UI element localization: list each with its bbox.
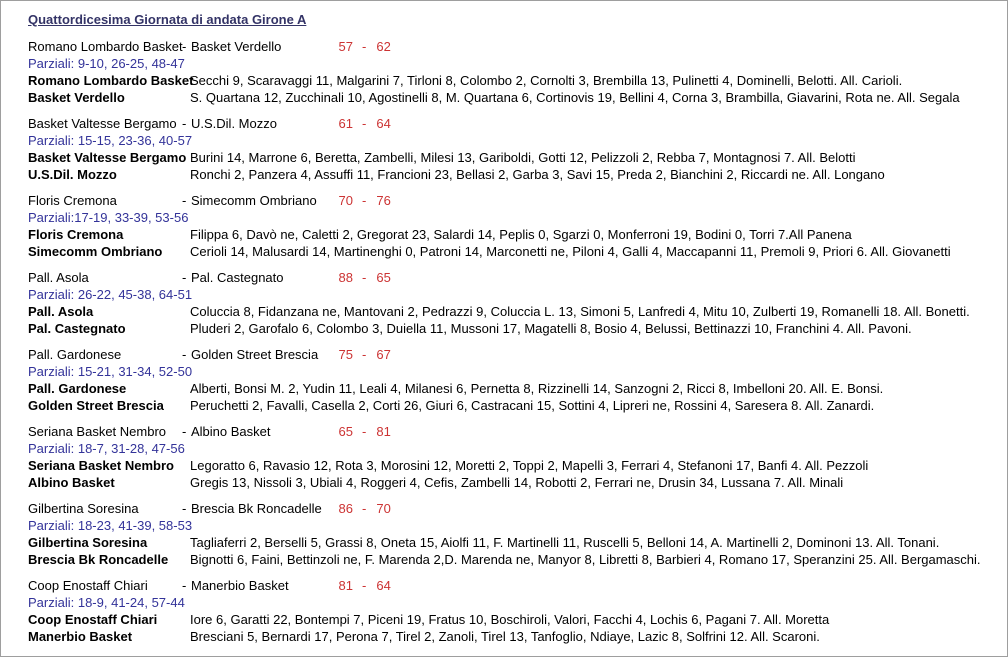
away-roster-team: Pal. Castegnato	[28, 321, 126, 336]
away-score: 64	[376, 116, 391, 131]
home-team-name: Seriana Basket Nembro	[28, 424, 167, 439]
away-roster-line	[28, 628, 1007, 645]
away-score: 81	[376, 424, 391, 439]
game-block	[28, 38, 1007, 106]
home-roster-team: Pall. Gardonese	[28, 381, 127, 396]
away-score: 67	[376, 347, 391, 362]
away-team-name: Brescia Bk Roncadelle	[191, 501, 322, 516]
home-team-name: Pall. Asola	[28, 270, 89, 285]
partials-line: Parziali: 18-23, 41-39, 58-53	[28, 518, 193, 533]
game-result-line	[28, 115, 1007, 132]
score-dash: -	[362, 578, 367, 593]
away-roster-line	[28, 397, 1007, 414]
partials-line: Parziali: 15-21, 31-34, 52-50	[28, 364, 193, 379]
home-roster-players: Alberti, Bonsi M. 2, Yudin 11, Leali 4, Milanesi 6, Pernetta 8, Rizzinelli 14, Sanzogni 2, Ricci 8, Imbelloni 20. All. E. Bonsi.	[190, 381, 884, 396]
away-roster-team: Golden Street Brescia	[28, 398, 164, 413]
home-team-name: Basket Valtesse Bergamo	[28, 116, 177, 131]
team-separator: -	[182, 116, 187, 131]
away-team-name: Albino Basket	[191, 424, 271, 439]
away-score: 76	[376, 193, 391, 208]
away-roster-players: Bignotti 6, Faini, Bettinzoli ne, F. Marenda 2,D. Marenda ne, Manyor 8, Libretti 8, Barbieri 4, Romano 17, Speranzini 25. All. Bergamaschi.	[190, 552, 981, 567]
away-roster-team: Brescia Bk Roncadelle	[28, 552, 169, 567]
team-separator: -	[182, 39, 187, 54]
away-roster-players: Pluderi 2, Garofalo 6, Colombo 3, Duiella 11, Mussoni 17, Magatelli 8, Bosio 4, Belussi, Bettinazzi 10, Franchini 4. All. Pavoni.	[190, 321, 912, 336]
final-score	[337, 38, 391, 55]
home-score: 65	[338, 424, 353, 439]
score-dash: -	[362, 270, 367, 285]
home-roster-players: Secchi 9, Scaravaggi 11, Malgarini 7, Tirloni 8, Colombo 2, Cornolti 3, Brembilla 13, Pulinetti 4, Dominelli, Belotti. All. Carioli.	[190, 73, 903, 88]
home-roster-team: Pall. Asola	[28, 304, 94, 319]
partials-line: Parziali: 9-10, 26-25, 48-47	[28, 56, 185, 71]
final-score	[337, 192, 391, 209]
away-score: 62	[376, 39, 391, 54]
game-block	[28, 269, 1007, 337]
final-score	[337, 346, 391, 363]
home-roster-line	[28, 149, 1007, 166]
away-team-name: Manerbio Basket	[191, 578, 289, 593]
home-team-name: Romano Lombardo Basket	[28, 39, 183, 54]
home-roster-line	[28, 457, 1007, 474]
team-separator: -	[182, 501, 187, 516]
home-score: 86	[338, 501, 353, 516]
final-score	[337, 115, 391, 132]
team-separator: -	[182, 578, 187, 593]
home-roster-line	[28, 611, 1007, 628]
partials-line: Parziali: 18-9, 41-24, 57-44	[28, 595, 185, 610]
score-dash: -	[362, 347, 367, 362]
team-separator: -	[182, 347, 187, 362]
game-result-line	[28, 269, 1007, 286]
partials-line: Parziali: 26-22, 45-38, 64-51	[28, 287, 193, 302]
home-roster-players: Burini 14, Marrone 6, Beretta, Zambelli, Milesi 13, Gariboldi, Gotti 12, Pelizzoli 2, Rebba 7, Montagnosi 7. All. Belotti	[190, 150, 856, 165]
away-roster-line	[28, 320, 1007, 337]
away-roster-team: Basket Verdello	[28, 90, 125, 105]
away-roster-players: Bresciani 5, Bernardi 17, Perona 7, Tirel 2, Zanoli, Tirel 13, Tanfoglio, Ndiaye, Lazic 8, Solfrini 12. All. Scaroni.	[190, 629, 820, 644]
game-block	[28, 577, 1007, 645]
away-roster-line	[28, 551, 1007, 568]
score-dash: -	[362, 193, 367, 208]
home-roster-team: Romano Lombardo Basket	[28, 73, 194, 88]
home-score: 70	[338, 193, 353, 208]
home-roster-line	[28, 303, 1007, 320]
partials-line: Parziali: 15-15, 23-36, 40-57	[28, 133, 193, 148]
away-team-name: Pal. Castegnato	[191, 270, 284, 285]
away-score: 64	[376, 578, 391, 593]
away-roster-line	[28, 89, 1007, 106]
home-score: 81	[338, 578, 353, 593]
game-block	[28, 192, 1007, 260]
away-team-name: Basket Verdello	[191, 39, 282, 54]
home-roster-players: Legoratto 6, Ravasio 12, Rota 3, Morosini 12, Moretti 2, Toppi 2, Mapelli 3, Ferrari 4, Stefanoni 17, Banfi 4. All. Pezzoli	[190, 458, 869, 473]
final-score	[337, 423, 391, 440]
game-result-line	[28, 346, 1007, 363]
game-block	[28, 500, 1007, 568]
away-team-name: Simecomm Ombriano	[191, 193, 317, 208]
home-team-name: Floris Cremona	[28, 193, 117, 208]
score-dash: -	[362, 116, 367, 131]
home-roster-line	[28, 534, 1007, 551]
away-team-name: Golden Street Brescia	[191, 347, 319, 362]
away-roster-team: Albino Basket	[28, 475, 115, 490]
game-result-line	[28, 423, 1007, 440]
home-roster-players: Iore 6, Garatti 22, Bontempi 7, Piceni 19, Fratus 10, Boschiroli, Valori, Facchi 4, Lochis 6, Pagani 7. All. Moretta	[190, 612, 830, 627]
page-title[interactable]: Quattordicesima Giornata di andata Girone A	[28, 12, 307, 27]
game-result-line	[28, 500, 1007, 517]
home-score: 75	[338, 347, 353, 362]
home-roster-team: Seriana Basket Nembro	[28, 458, 174, 473]
home-roster-team: Coop Enostaff Chiari	[28, 612, 158, 627]
home-roster-team: Floris Cremona	[28, 227, 124, 242]
away-roster-team: U.S.Dil. Mozzo	[28, 167, 117, 182]
game-result-line	[28, 192, 1007, 209]
away-roster-players: Peruchetti 2, Favalli, Casella 2, Corti 26, Giuri 6, Castracani 15, Sottini 4, Lipreri ne, Rossini 4, Saresera 8. All. Zanardi.	[190, 398, 875, 413]
home-roster-players: Tagliaferri 2, Berselli 5, Grassi 8, Oneta 15, Aiolfi 11, F. Martinelli 11, Ruscelli 5, Belloni 14, A. Martinelli 2, Dominoni 13. All. Tonani.	[190, 535, 940, 550]
home-roster-players: Coluccia 8, Fidanzana ne, Mantovani 2, Pedrazzi 9, Coluccia L. 13, Simoni 5, Lanfredi 4, Mitu 10, Zulberti 19, Romanelli 18. All. Bonetti.	[190, 304, 970, 319]
final-score	[337, 269, 391, 286]
final-score	[337, 577, 391, 594]
partials-line: Parziali: 18-7, 31-28, 47-56	[28, 441, 185, 456]
home-team-name: Pall. Gardonese	[28, 347, 122, 362]
score-dash: -	[362, 39, 367, 54]
results-content	[1, 1, 1007, 645]
away-roster-players: Ronchi 2, Panzera 4, Assuffi 11, Francioni 23, Bellasi 2, Garba 3, Savi 15, Preda 2, Bianchini 2, Riccardi ne. All. Longano	[190, 167, 885, 182]
away-roster-players: S. Quartana 12, Zucchinali 10, Agostinelli 8, M. Quartana 6, Cortinovis 19, Bellini 4, Corna 3, Brambilla, Giavarini, Rota ne. All. Segala	[190, 90, 960, 105]
away-score: 65	[376, 270, 391, 285]
team-separator: -	[182, 193, 187, 208]
game-result-line	[28, 38, 1007, 55]
score-dash: -	[362, 424, 367, 439]
team-separator: -	[182, 270, 187, 285]
home-roster-line	[28, 226, 1007, 243]
away-team-name: U.S.Dil. Mozzo	[191, 116, 277, 131]
game-block	[28, 346, 1007, 414]
home-team-name: Coop Enostaff Chiari	[28, 578, 148, 593]
team-separator: -	[182, 424, 187, 439]
game-block	[28, 115, 1007, 183]
game-result-line	[28, 577, 1007, 594]
home-score: 61	[338, 116, 353, 131]
away-roster-line	[28, 474, 1007, 491]
final-score	[337, 500, 391, 517]
home-score: 88	[338, 270, 353, 285]
partials-line: Parziali:17-19, 33-39, 53-56	[28, 210, 189, 225]
away-roster-team: Simecomm Ombriano	[28, 244, 163, 259]
home-roster-team: Gilbertina Soresina	[28, 535, 148, 550]
score-dash: -	[362, 501, 367, 516]
away-roster-line	[28, 166, 1007, 183]
away-roster-players: Cerioli 14, Malusardi 14, Martinenghi 0, Patroni 14, Marconetti ne, Piloni 4, Galli 4, Maccapanni 11, Premoli 9, Priori 6. All. Giovanetti	[190, 244, 951, 259]
home-roster-players: Filippa 6, Davò ne, Caletti 2, Gregorat 23, Salardi 14, Peplis 0, Sgarzi 0, Monferroni 19, Bodini 0, Torri 7.All Panena	[190, 227, 852, 242]
home-roster-team: Basket Valtesse Bergamo	[28, 150, 187, 165]
home-team-name: Gilbertina Soresina	[28, 501, 139, 516]
away-roster-line	[28, 243, 1007, 260]
away-roster-team: Manerbio Basket	[28, 629, 133, 644]
home-roster-line	[28, 380, 1007, 397]
home-score: 57	[338, 39, 353, 54]
away-score: 70	[376, 501, 391, 516]
game-block	[28, 423, 1007, 491]
home-roster-line	[28, 72, 1007, 89]
away-roster-players: Gregis 13, Nissoli 3, Ubiali 4, Roggeri 4, Cefis, Zambelli 14, Robotti 2, Ferrari ne, Drusin 34, Lussana 7. All. Minali	[190, 475, 844, 490]
